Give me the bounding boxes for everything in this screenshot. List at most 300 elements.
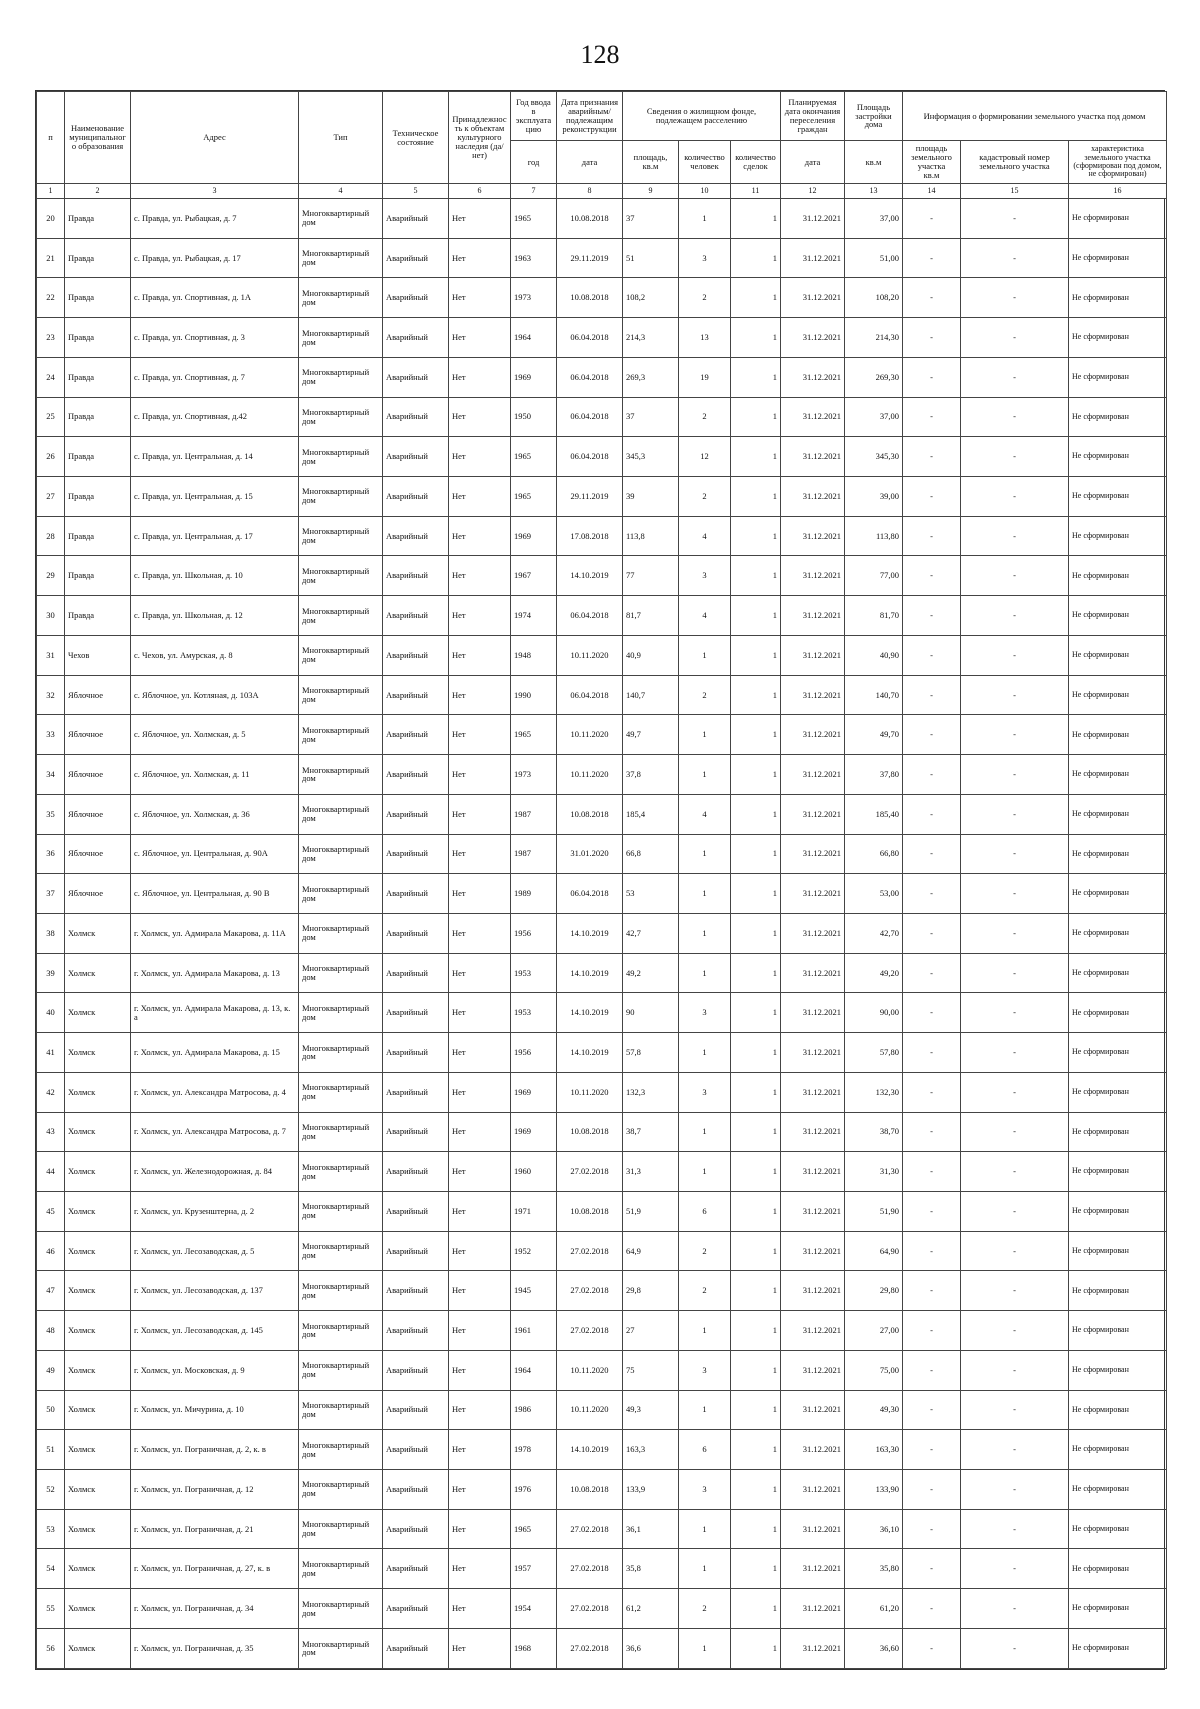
cell-number: 32 [37, 675, 65, 715]
cell-municipality: Правда [65, 278, 131, 318]
cell-planned-date: 31.12.2021 [781, 993, 845, 1033]
cell-cadastral: - [961, 1112, 1069, 1152]
cell-owners-count: 1 [731, 635, 781, 675]
cell-owners-count: 1 [731, 357, 781, 397]
cell-characteristic: Не сформирован [1069, 556, 1167, 596]
housing-table [36, 91, 1167, 1669]
cell-municipality: Яблочное [65, 794, 131, 834]
cell-recognition-date: 14.10.2019 [557, 556, 623, 596]
cell-municipality: Холмск [65, 1033, 131, 1073]
cell-building-area: 214,30 [845, 318, 903, 358]
cell-address: с. Яблочное, ул. Холмская, д. 11 [131, 755, 299, 795]
cell-planned-date: 31.12.2021 [781, 1390, 845, 1430]
cell-cadastral: - [961, 1152, 1069, 1192]
header-land-area [903, 141, 961, 184]
cell-year: 1971 [511, 1191, 557, 1231]
cell-number: 47 [37, 1271, 65, 1311]
cell-address: г. Холмск, ул. Пограничная, д. 27, к. в [131, 1549, 299, 1589]
cell-number: 38 [37, 913, 65, 953]
cell-number: 50 [37, 1390, 65, 1430]
cell-tech-state: Аварийный [383, 834, 449, 874]
cell-planned-date: 31.12.2021 [781, 437, 845, 477]
cell-owners-count: 1 [731, 199, 781, 239]
cell-number: 33 [37, 715, 65, 755]
cell-planned-date: 31.12.2021 [781, 199, 845, 239]
column-number: 7 [511, 184, 557, 199]
cell-number: 26 [37, 437, 65, 477]
cell-area: 132,3 [623, 1072, 679, 1112]
cell-planned-date: 31.12.2021 [781, 1589, 845, 1629]
cell-municipality: Холмск [65, 1589, 131, 1629]
cell-recognition-date: 14.10.2019 [557, 953, 623, 993]
cell-municipality: Холмск [65, 993, 131, 1033]
cell-tech-state: Аварийный [383, 675, 449, 715]
cell-address: с. Правда, ул. Рыбацкая, д. 17 [131, 238, 299, 278]
cell-address: г. Холмск, ул. Александра Матросова, д. 4 [131, 1072, 299, 1112]
cell-year: 1965 [511, 715, 557, 755]
table-row [37, 715, 1167, 755]
cell-recognition-date: 31.01.2020 [557, 834, 623, 874]
cell-year: 1987 [511, 794, 557, 834]
cell-building-area: 81,70 [845, 596, 903, 636]
cell-number: 27 [37, 477, 65, 517]
cell-building-area: 75,00 [845, 1350, 903, 1390]
cell-planned-date: 31.12.2021 [781, 477, 845, 517]
cell-heritage: Нет [449, 397, 511, 437]
cell-municipality: Яблочное [65, 874, 131, 914]
cell-year: 1969 [511, 1112, 557, 1152]
cell-building-area: 37,80 [845, 755, 903, 795]
cell-number: 41 [37, 1033, 65, 1073]
cell-area: 36,6 [623, 1628, 679, 1668]
cell-people-count: 3 [679, 556, 731, 596]
cell-cadastral: - [961, 318, 1069, 358]
cell-building-area: 57,80 [845, 1033, 903, 1073]
cell-people-count: 2 [679, 1231, 731, 1271]
cell-heritage: Нет [449, 556, 511, 596]
cell-characteristic: Не сформирован [1069, 1311, 1167, 1351]
cell-planned-date: 31.12.2021 [781, 1231, 845, 1271]
cell-owners-count: 1 [731, 1430, 781, 1470]
table-row [37, 755, 1167, 795]
cell-land-area: - [903, 834, 961, 874]
cell-cadastral: - [961, 715, 1069, 755]
cell-recognition-date: 06.04.2018 [557, 675, 623, 715]
cell-type: Многоквартирный дом [299, 1191, 383, 1231]
cell-tech-state: Аварийный [383, 516, 449, 556]
cell-land-area: - [903, 794, 961, 834]
cell-planned-date: 31.12.2021 [781, 1509, 845, 1549]
cell-number: 53 [37, 1509, 65, 1549]
cell-address: г. Холмск, ул. Александра Матросова, д. 7 [131, 1112, 299, 1152]
cell-owners-count: 1 [731, 437, 781, 477]
cell-tech-state: Аварийный [383, 953, 449, 993]
cell-building-area: 36,60 [845, 1628, 903, 1668]
cell-heritage: Нет [449, 477, 511, 517]
cell-land-area: - [903, 516, 961, 556]
cell-year: 1968 [511, 1628, 557, 1668]
cell-recognition-date: 06.04.2018 [557, 357, 623, 397]
page-number: 128 [580, 40, 620, 69]
cell-heritage: Нет [449, 437, 511, 477]
cell-people-count: 1 [679, 1628, 731, 1668]
table-row [37, 397, 1167, 437]
cell-type: Многоквартирный дом [299, 1072, 383, 1112]
cell-number: 55 [37, 1589, 65, 1629]
cell-tech-state: Аварийный [383, 397, 449, 437]
cell-area: 90 [623, 993, 679, 1033]
cell-recognition-date: 29.11.2019 [557, 477, 623, 517]
cell-building-area: 51,00 [845, 238, 903, 278]
cell-heritage: Нет [449, 794, 511, 834]
cell-year: 1965 [511, 437, 557, 477]
cell-owners-count: 1 [731, 993, 781, 1033]
cell-people-count: 1 [679, 1509, 731, 1549]
table-row [37, 993, 1167, 1033]
cell-recognition-date: 10.08.2018 [557, 794, 623, 834]
cell-people-count: 3 [679, 1072, 731, 1112]
cell-cadastral: - [961, 1231, 1069, 1271]
cell-type: Многоквартирный дом [299, 834, 383, 874]
cell-cadastral: - [961, 794, 1069, 834]
cell-tech-state: Аварийный [383, 715, 449, 755]
cell-recognition-date: 06.04.2018 [557, 318, 623, 358]
cell-tech-state: Аварийный [383, 318, 449, 358]
column-number: 16 [1069, 184, 1167, 199]
cell-cadastral: - [961, 993, 1069, 1033]
cell-number: 34 [37, 755, 65, 795]
cell-characteristic: Не сформирован [1069, 238, 1167, 278]
cell-land-area: - [903, 556, 961, 596]
cell-type: Многоквартирный дом [299, 1470, 383, 1510]
cell-area: 66,8 [623, 834, 679, 874]
cell-building-area: 39,00 [845, 477, 903, 517]
cell-planned-date: 31.12.2021 [781, 278, 845, 318]
cell-type: Многоквартирный дом [299, 993, 383, 1033]
cell-year: 1952 [511, 1231, 557, 1271]
cell-tech-state: Аварийный [383, 1033, 449, 1073]
column-number: 15 [961, 184, 1069, 199]
cell-year: 1973 [511, 755, 557, 795]
cell-owners-count: 1 [731, 874, 781, 914]
cell-year: 1989 [511, 874, 557, 914]
cell-type: Многоквартирный дом [299, 953, 383, 993]
cell-building-area: 163,30 [845, 1430, 903, 1470]
cell-land-area: - [903, 278, 961, 318]
cell-tech-state: Аварийный [383, 1430, 449, 1470]
cell-recognition-date: 14.10.2019 [557, 913, 623, 953]
cell-recognition-date: 27.02.2018 [557, 1589, 623, 1629]
cell-characteristic: Не сформирован [1069, 199, 1167, 239]
cell-planned-date: 31.12.2021 [781, 238, 845, 278]
cell-area: 77 [623, 556, 679, 596]
cell-recognition-date: 27.02.2018 [557, 1152, 623, 1192]
cell-number: 35 [37, 794, 65, 834]
cell-owners-count: 1 [731, 397, 781, 437]
cell-cadastral: - [961, 199, 1069, 239]
cell-planned-date: 31.12.2021 [781, 556, 845, 596]
cell-year: 1965 [511, 477, 557, 517]
table-row [37, 1628, 1167, 1668]
cell-land-area: - [903, 318, 961, 358]
cell-cadastral: - [961, 1072, 1069, 1112]
cell-cadastral: - [961, 357, 1069, 397]
cell-characteristic: Не сформирован [1069, 1033, 1167, 1073]
cell-characteristic: Не сформирован [1069, 675, 1167, 715]
cell-planned-date: 31.12.2021 [781, 834, 845, 874]
cell-characteristic: Не сформирован [1069, 1470, 1167, 1510]
cell-recognition-date: 27.02.2018 [557, 1231, 623, 1271]
table-header [37, 92, 1167, 199]
cell-recognition-date: 27.02.2018 [557, 1311, 623, 1351]
housing-table-sheet [35, 90, 1165, 1670]
cell-number: 20 [37, 199, 65, 239]
cell-address: с. Правда, ул. Школьная, д. 12 [131, 596, 299, 636]
header-sqm: кв.м [845, 141, 903, 184]
cell-address: г. Холмск, ул. Лесозаводская, д. 145 [131, 1311, 299, 1351]
cell-planned-date: 31.12.2021 [781, 1430, 845, 1470]
cell-type: Многоквартирный дом [299, 437, 383, 477]
cell-recognition-date: 06.04.2018 [557, 437, 623, 477]
header-municipality: Наименование муниципального образования [65, 92, 131, 184]
cell-area: 61,2 [623, 1589, 679, 1629]
cell-planned-date: 31.12.2021 [781, 1112, 845, 1152]
cell-cadastral: - [961, 913, 1069, 953]
cell-number: 40 [37, 993, 65, 1033]
cell-area: 214,3 [623, 318, 679, 358]
cell-owners-count: 1 [731, 913, 781, 953]
cell-tech-state: Аварийный [383, 1549, 449, 1589]
column-number: 4 [299, 184, 383, 199]
table-row [37, 1589, 1167, 1629]
cell-year: 1986 [511, 1390, 557, 1430]
cell-municipality: Яблочное [65, 834, 131, 874]
cell-tech-state: Аварийный [383, 993, 449, 1033]
cell-number: 24 [37, 357, 65, 397]
cell-area: 31,3 [623, 1152, 679, 1192]
header-people-count: количество человек [679, 141, 731, 184]
cell-area: 37,8 [623, 755, 679, 795]
cell-land-area: - [903, 437, 961, 477]
cell-address: г. Холмск, ул. Адмирала Макарова, д. 11А [131, 913, 299, 953]
cell-people-count: 1 [679, 1112, 731, 1152]
cell-municipality: Правда [65, 477, 131, 517]
cell-people-count: 1 [679, 1390, 731, 1430]
cell-year: 1965 [511, 199, 557, 239]
table-row [37, 596, 1167, 636]
cell-tech-state: Аварийный [383, 1112, 449, 1152]
cell-cadastral: - [961, 953, 1069, 993]
cell-cadastral: - [961, 1311, 1069, 1351]
cell-planned-date: 31.12.2021 [781, 318, 845, 358]
cell-municipality: Холмск [65, 1271, 131, 1311]
cell-land-area: - [903, 357, 961, 397]
cell-land-area: - [903, 1390, 961, 1430]
cell-characteristic: Не сформирован [1069, 596, 1167, 636]
cell-building-area: 49,70 [845, 715, 903, 755]
table-row [37, 794, 1167, 834]
cell-area: 108,2 [623, 278, 679, 318]
cell-heritage: Нет [449, 1470, 511, 1510]
cell-people-count: 13 [679, 318, 731, 358]
cell-heritage: Нет [449, 1350, 511, 1390]
cell-number: 54 [37, 1549, 65, 1589]
cell-year: 1948 [511, 635, 557, 675]
cell-land-area: - [903, 238, 961, 278]
cell-characteristic: Не сформирован [1069, 834, 1167, 874]
cell-municipality: Правда [65, 238, 131, 278]
cell-type: Многоквартирный дом [299, 874, 383, 914]
column-number: 6 [449, 184, 511, 199]
column-number: 2 [65, 184, 131, 199]
cell-address: г. Холмск, ул. Московская, д. 9 [131, 1350, 299, 1390]
cell-municipality: Правда [65, 357, 131, 397]
cell-owners-count: 1 [731, 675, 781, 715]
cell-building-area: 40,90 [845, 635, 903, 675]
cell-heritage: Нет [449, 874, 511, 914]
cell-number: 52 [37, 1470, 65, 1510]
cell-tech-state: Аварийный [383, 1350, 449, 1390]
cell-municipality: Холмск [65, 1628, 131, 1668]
cell-people-count: 2 [679, 397, 731, 437]
cell-people-count: 2 [679, 1271, 731, 1311]
cell-heritage: Нет [449, 1152, 511, 1192]
cell-characteristic: Не сформирован [1069, 357, 1167, 397]
cell-building-area: 36,10 [845, 1509, 903, 1549]
cell-number: 56 [37, 1628, 65, 1668]
cell-characteristic: Не сформирован [1069, 397, 1167, 437]
cell-land-area: - [903, 715, 961, 755]
cell-building-area: 77,00 [845, 556, 903, 596]
cell-address: с. Правда, ул. Спортивная, д.42 [131, 397, 299, 437]
cell-people-count: 1 [679, 874, 731, 914]
cell-recognition-date: 27.02.2018 [557, 1628, 623, 1668]
cell-characteristic: Не сформирован [1069, 1430, 1167, 1470]
cell-type: Многоквартирный дом [299, 1271, 383, 1311]
cell-type: Многоквартирный дом [299, 516, 383, 556]
cell-characteristic: Не сформирован [1069, 477, 1167, 517]
cell-land-area: - [903, 635, 961, 675]
table-row [37, 357, 1167, 397]
cell-area: 140,7 [623, 675, 679, 715]
cell-recognition-date: 14.10.2019 [557, 1033, 623, 1073]
cell-tech-state: Аварийный [383, 1589, 449, 1629]
cell-characteristic: Не сформирован [1069, 755, 1167, 795]
cell-number: 49 [37, 1350, 65, 1390]
cell-land-area: - [903, 913, 961, 953]
cell-land-area: - [903, 1112, 961, 1152]
cell-land-area: - [903, 1430, 961, 1470]
cell-planned-date: 31.12.2021 [781, 1311, 845, 1351]
cell-land-area: - [903, 1311, 961, 1351]
cell-land-area: - [903, 1549, 961, 1589]
cell-cadastral: - [961, 635, 1069, 675]
cell-number: 30 [37, 596, 65, 636]
cell-municipality: Холмск [65, 1311, 131, 1351]
cell-people-count: 3 [679, 993, 731, 1033]
cell-land-area: - [903, 1033, 961, 1073]
cell-characteristic: Не сформирован [1069, 1152, 1167, 1192]
cell-tech-state: Аварийный [383, 1271, 449, 1311]
cell-building-area: 185,40 [845, 794, 903, 834]
cell-people-count: 1 [679, 953, 731, 993]
cell-type: Многоквартирный дом [299, 1628, 383, 1668]
cell-number: 48 [37, 1311, 65, 1351]
cell-recognition-date: 10.08.2018 [557, 1191, 623, 1231]
cell-characteristic: Не сформирован [1069, 278, 1167, 318]
cell-building-area: 29,80 [845, 1271, 903, 1311]
cell-building-area: 35,80 [845, 1549, 903, 1589]
cell-tech-state: Аварийный [383, 357, 449, 397]
cell-people-count: 1 [679, 1549, 731, 1589]
cell-address: г. Холмск, ул. Мичурина, д. 10 [131, 1390, 299, 1430]
cell-owners-count: 1 [731, 953, 781, 993]
cell-type: Многоквартирный дом [299, 397, 383, 437]
cell-cadastral: - [961, 556, 1069, 596]
cell-heritage: Нет [449, 318, 511, 358]
cell-municipality: Холмск [65, 913, 131, 953]
cell-planned-date: 31.12.2021 [781, 1072, 845, 1112]
header-owners-count: количество сделок [731, 141, 781, 184]
cell-heritage: Нет [449, 1589, 511, 1629]
cell-year: 1973 [511, 278, 557, 318]
cell-heritage: Нет [449, 635, 511, 675]
cell-planned-date: 31.12.2021 [781, 874, 845, 914]
cell-cadastral: - [961, 874, 1069, 914]
cell-recognition-date: 27.02.2018 [557, 1549, 623, 1589]
cell-number: 51 [37, 1430, 65, 1470]
cell-recognition-date: 10.08.2018 [557, 1112, 623, 1152]
cell-building-area: 113,80 [845, 516, 903, 556]
cell-year: 1987 [511, 834, 557, 874]
cell-municipality: Холмск [65, 1390, 131, 1430]
cell-year: 1964 [511, 1350, 557, 1390]
cell-year: 1957 [511, 1549, 557, 1589]
cell-owners-count: 1 [731, 1033, 781, 1073]
cell-people-count: 1 [679, 715, 731, 755]
cell-heritage: Нет [449, 834, 511, 874]
column-number: 8 [557, 184, 623, 199]
cell-area: 81,7 [623, 596, 679, 636]
cell-address: г. Холмск, ул. Лесозаводская, д. 5 [131, 1231, 299, 1271]
cell-planned-date: 31.12.2021 [781, 715, 845, 755]
cell-building-area: 31,30 [845, 1152, 903, 1192]
cell-address: с. Яблочное, ул. Холмская, д. 36 [131, 794, 299, 834]
cell-cadastral: - [961, 477, 1069, 517]
header-year: год [511, 141, 557, 184]
cell-recognition-date: 10.11.2020 [557, 1350, 623, 1390]
cell-land-area: - [903, 675, 961, 715]
header-address: Адрес [131, 92, 299, 184]
cell-address: г. Холмск, ул. Пограничная, д. 35 [131, 1628, 299, 1668]
cell-planned-date: 31.12.2021 [781, 1470, 845, 1510]
cell-year: 1969 [511, 516, 557, 556]
cell-land-area: - [903, 596, 961, 636]
cell-people-count: 2 [679, 675, 731, 715]
cell-cadastral: - [961, 1191, 1069, 1231]
cell-building-area: 49,30 [845, 1390, 903, 1430]
table-row [37, 1390, 1167, 1430]
cell-building-area: 64,90 [845, 1231, 903, 1271]
cell-municipality: Правда [65, 516, 131, 556]
cell-building-area: 345,30 [845, 437, 903, 477]
cell-address: г. Холмск, ул. Адмирала Макарова, д. 13, к. а [131, 993, 299, 1033]
table-row [37, 635, 1167, 675]
cell-land-area: - [903, 477, 961, 517]
cell-heritage: Нет [449, 675, 511, 715]
cell-heritage: Нет [449, 199, 511, 239]
cell-tech-state: Аварийный [383, 278, 449, 318]
